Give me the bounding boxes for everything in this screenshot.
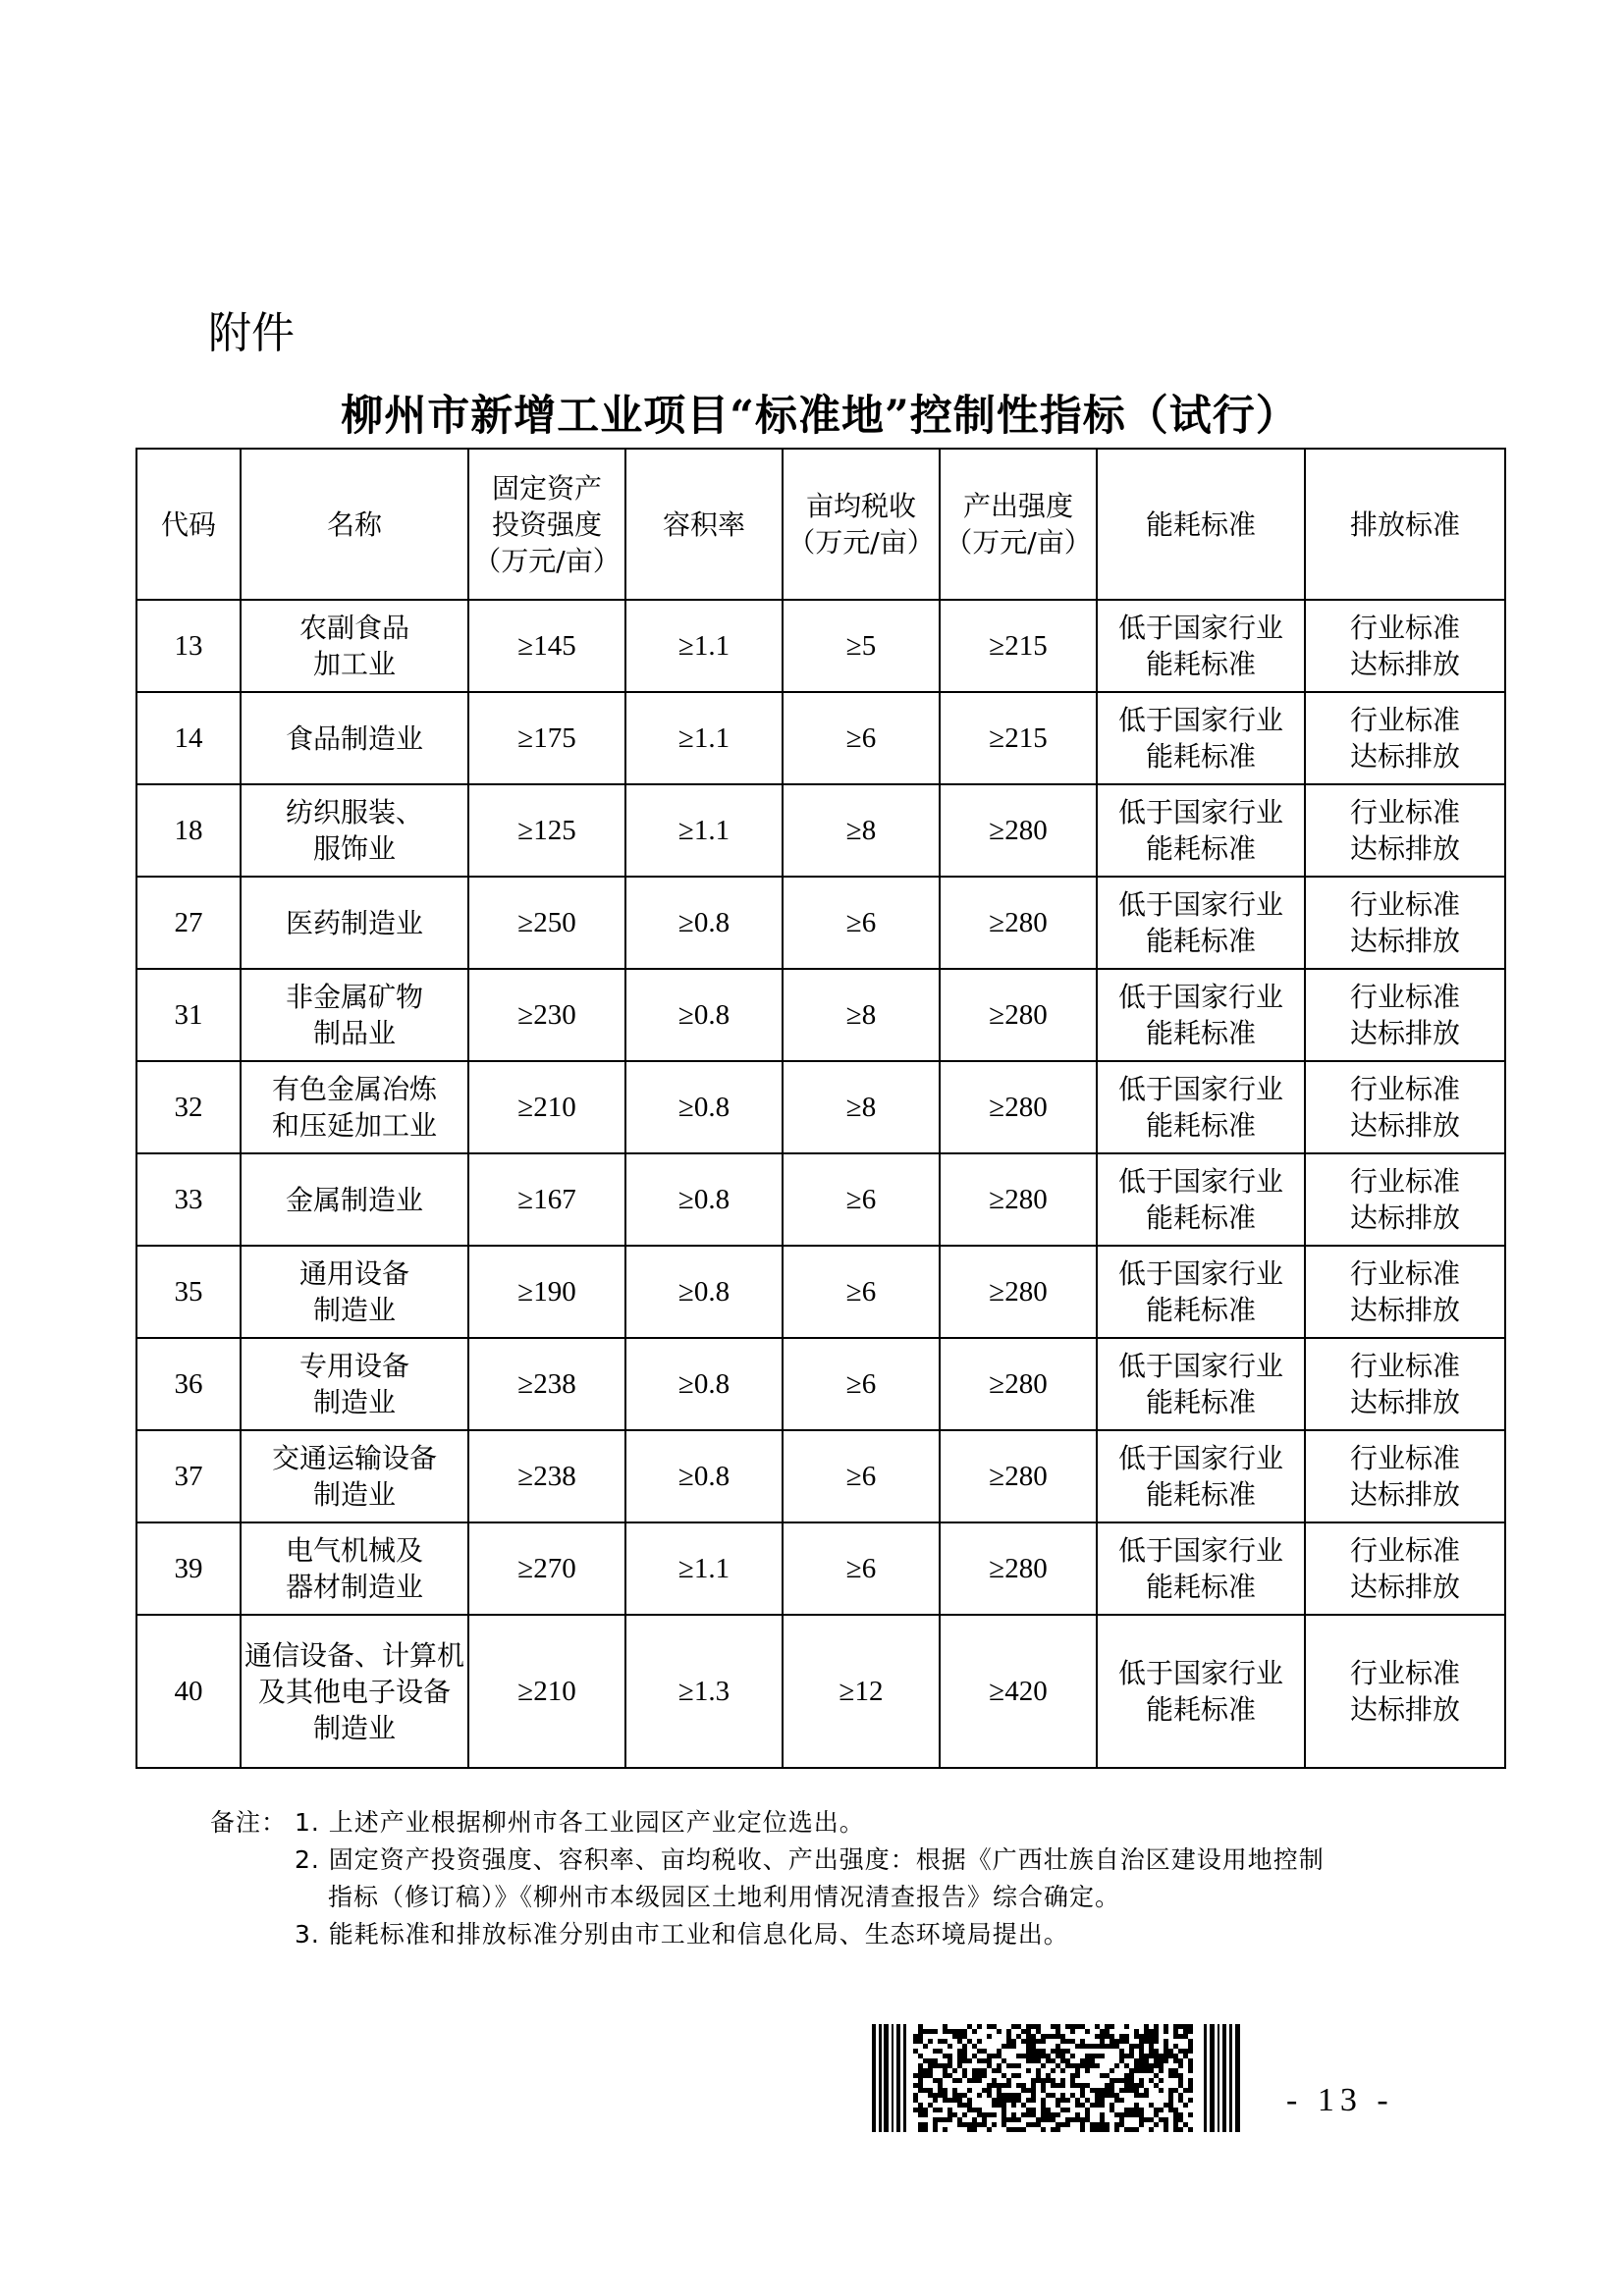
cell-energy: 低于国家行业 能耗标准 bbox=[1097, 1615, 1305, 1768]
cell-output: ≥280 bbox=[940, 969, 1097, 1061]
cell-plot-ratio: ≥0.8 bbox=[625, 1246, 783, 1338]
header-emission: 排放标准 bbox=[1305, 449, 1505, 600]
cell-tax: ≥6 bbox=[783, 1246, 940, 1338]
cell-output: ≥280 bbox=[940, 1246, 1097, 1338]
attachment-label: 附件 bbox=[208, 308, 295, 358]
cell-plot-ratio: ≥0.8 bbox=[625, 969, 783, 1061]
cell-emission: 行业标准 达标排放 bbox=[1305, 1615, 1505, 1768]
cell-output: ≥280 bbox=[940, 1153, 1097, 1246]
cell-name: 金属制造业 bbox=[241, 1153, 468, 1246]
cell-code: 37 bbox=[136, 1430, 241, 1522]
cell-name: 纺织服装、 服饰业 bbox=[241, 784, 468, 877]
cell-name: 有色金属冶炼 和压延加工业 bbox=[241, 1061, 468, 1153]
cell-tax: ≥5 bbox=[783, 600, 940, 692]
cell-investment: ≥190 bbox=[468, 1246, 625, 1338]
header-code: 代码 bbox=[136, 449, 241, 600]
table-row bbox=[136, 1061, 1505, 1153]
cell-energy: 低于国家行业 能耗标准 bbox=[1097, 1061, 1305, 1153]
cell-investment: ≥145 bbox=[468, 600, 625, 692]
table-header-row bbox=[136, 449, 1505, 600]
table-row bbox=[136, 692, 1505, 784]
cell-investment: ≥238 bbox=[468, 1338, 625, 1430]
table-row bbox=[136, 1246, 1505, 1338]
cell-name: 专用设备 制造业 bbox=[241, 1338, 468, 1430]
cell-investment: ≥250 bbox=[468, 877, 625, 969]
cell-emission: 行业标准 达标排放 bbox=[1305, 877, 1505, 969]
cell-code: 27 bbox=[136, 877, 241, 969]
cell-investment: ≥210 bbox=[468, 1061, 625, 1153]
cell-output: ≥280 bbox=[940, 1522, 1097, 1615]
cell-energy: 低于国家行业 能耗标准 bbox=[1097, 1430, 1305, 1522]
cell-emission: 行业标准 达标排放 bbox=[1305, 692, 1505, 784]
cell-code: 40 bbox=[136, 1615, 241, 1768]
table-row bbox=[136, 1153, 1505, 1246]
cell-energy: 低于国家行业 能耗标准 bbox=[1097, 600, 1305, 692]
cell-investment: ≥175 bbox=[468, 692, 625, 784]
cell-tax: ≥6 bbox=[783, 1522, 940, 1615]
cell-emission: 行业标准 达标排放 bbox=[1305, 600, 1505, 692]
cell-energy: 低于国家行业 能耗标准 bbox=[1097, 1153, 1305, 1246]
cell-output: ≥420 bbox=[940, 1615, 1097, 1768]
cell-tax: ≥8 bbox=[783, 1061, 940, 1153]
cell-code: 32 bbox=[136, 1061, 241, 1153]
cell-code: 36 bbox=[136, 1338, 241, 1430]
cell-plot-ratio: ≥0.8 bbox=[625, 877, 783, 969]
cell-tax: ≥6 bbox=[783, 692, 940, 784]
document-title: 柳州市新增工业项目“标准地”控制性指标（试行） bbox=[341, 392, 1299, 441]
cell-tax: ≥6 bbox=[783, 1153, 940, 1246]
cell-investment: ≥238 bbox=[468, 1430, 625, 1522]
cell-name: 医药制造业 bbox=[241, 877, 468, 969]
cell-energy: 低于国家行业 能耗标准 bbox=[1097, 877, 1305, 969]
table-row bbox=[136, 1430, 1505, 1522]
cell-investment: ≥125 bbox=[468, 784, 625, 877]
cell-output: ≥280 bbox=[940, 1430, 1097, 1522]
table-row bbox=[136, 784, 1505, 877]
cell-code: 13 bbox=[136, 600, 241, 692]
table-row bbox=[136, 877, 1505, 969]
table-row bbox=[136, 600, 1505, 692]
cell-name: 交通运输设备 制造业 bbox=[241, 1430, 468, 1522]
note-item-3: 3. 能耗标准和排放标准分别由市工业和信息化局、生态环境局提出。 bbox=[295, 1920, 1069, 1949]
cell-tax: ≥6 bbox=[783, 877, 940, 969]
cell-name: 食品制造业 bbox=[241, 692, 468, 784]
cell-energy: 低于国家行业 能耗标准 bbox=[1097, 692, 1305, 784]
table-row bbox=[136, 1615, 1505, 1768]
cell-name: 通信设备、计算机 及其他电子设备 制造业 bbox=[241, 1615, 468, 1768]
cell-name: 非金属矿物 制品业 bbox=[241, 969, 468, 1061]
cell-code: 31 bbox=[136, 969, 241, 1061]
indicator-table bbox=[135, 448, 1506, 1769]
cell-plot-ratio: ≥0.8 bbox=[625, 1430, 783, 1522]
cell-plot-ratio: ≥1.1 bbox=[625, 692, 783, 784]
document-barcode-icon bbox=[872, 2024, 1245, 2132]
cell-output: ≥280 bbox=[940, 1061, 1097, 1153]
cell-name: 农副食品 加工业 bbox=[241, 600, 468, 692]
cell-output: ≥280 bbox=[940, 1338, 1097, 1430]
cell-tax: ≥12 bbox=[783, 1615, 940, 1768]
cell-emission: 行业标准 达标排放 bbox=[1305, 1522, 1505, 1615]
cell-energy: 低于国家行业 能耗标准 bbox=[1097, 1338, 1305, 1430]
cell-output: ≥280 bbox=[940, 877, 1097, 969]
cell-emission: 行业标准 达标排放 bbox=[1305, 969, 1505, 1061]
notes-label: 备注： bbox=[210, 1808, 288, 1837]
cell-energy: 低于国家行业 能耗标准 bbox=[1097, 969, 1305, 1061]
cell-code: 14 bbox=[136, 692, 241, 784]
cell-tax: ≥8 bbox=[783, 784, 940, 877]
table-row bbox=[136, 969, 1505, 1061]
cell-investment: ≥210 bbox=[468, 1615, 625, 1768]
cell-energy: 低于国家行业 能耗标准 bbox=[1097, 1522, 1305, 1615]
cell-emission: 行业标准 达标排放 bbox=[1305, 1338, 1505, 1430]
cell-investment: ≥230 bbox=[468, 969, 625, 1061]
cell-code: 39 bbox=[136, 1522, 241, 1615]
cell-tax: ≥8 bbox=[783, 969, 940, 1061]
header-tax: 亩均税收 （万元/亩） bbox=[783, 449, 940, 600]
cell-plot-ratio: ≥1.3 bbox=[625, 1615, 783, 1768]
cell-tax: ≥6 bbox=[783, 1430, 940, 1522]
cell-energy: 低于国家行业 能耗标准 bbox=[1097, 1246, 1305, 1338]
cell-energy: 低于国家行业 能耗标准 bbox=[1097, 784, 1305, 877]
cell-plot-ratio: ≥1.1 bbox=[625, 1522, 783, 1615]
cell-output: ≥215 bbox=[940, 692, 1097, 784]
note-item-2: 2. 固定资产投资强度、容积率、亩均税收、产出强度：根据《广西壮族自治区建设用地控制 bbox=[295, 1845, 1325, 1874]
cell-plot-ratio: ≥0.8 bbox=[625, 1153, 783, 1246]
cell-emission: 行业标准 达标排放 bbox=[1305, 1061, 1505, 1153]
cell-plot-ratio: ≥1.1 bbox=[625, 784, 783, 877]
table-row bbox=[136, 1338, 1505, 1430]
cell-output: ≥280 bbox=[940, 784, 1097, 877]
header-plot-ratio: 容积率 bbox=[625, 449, 783, 600]
header-energy: 能耗标准 bbox=[1097, 449, 1305, 600]
cell-emission: 行业标准 达标排放 bbox=[1305, 1246, 1505, 1338]
cell-investment: ≥270 bbox=[468, 1522, 625, 1615]
cell-emission: 行业标准 达标排放 bbox=[1305, 1153, 1505, 1246]
note-item-1: 1. 上述产业根据柳州市各工业园区产业定位选出。 bbox=[295, 1808, 865, 1837]
header-name: 名称 bbox=[241, 449, 468, 600]
header-investment: 固定资产 投资强度 （万元/亩） bbox=[468, 449, 625, 600]
cell-emission: 行业标准 达标排放 bbox=[1305, 1430, 1505, 1522]
cell-code: 18 bbox=[136, 784, 241, 877]
cell-plot-ratio: ≥1.1 bbox=[625, 600, 783, 692]
cell-plot-ratio: ≥0.8 bbox=[625, 1338, 783, 1430]
page-number: - 13 - bbox=[1286, 2082, 1394, 2118]
note-item-2-cont: 指标（修订稿）》《柳州市本级园区土地利用情况清查报告》综合确定。 bbox=[328, 1883, 1121, 1911]
cell-investment: ≥167 bbox=[468, 1153, 625, 1246]
cell-code: 35 bbox=[136, 1246, 241, 1338]
cell-code: 33 bbox=[136, 1153, 241, 1246]
cell-tax: ≥6 bbox=[783, 1338, 940, 1430]
cell-plot-ratio: ≥0.8 bbox=[625, 1061, 783, 1153]
table-row bbox=[136, 1522, 1505, 1615]
cell-emission: 行业标准 达标排放 bbox=[1305, 784, 1505, 877]
cell-output: ≥215 bbox=[940, 600, 1097, 692]
cell-name: 通用设备 制造业 bbox=[241, 1246, 468, 1338]
header-output: 产出强度 （万元/亩） bbox=[940, 449, 1097, 600]
cell-name: 电气机械及 器材制造业 bbox=[241, 1522, 468, 1615]
